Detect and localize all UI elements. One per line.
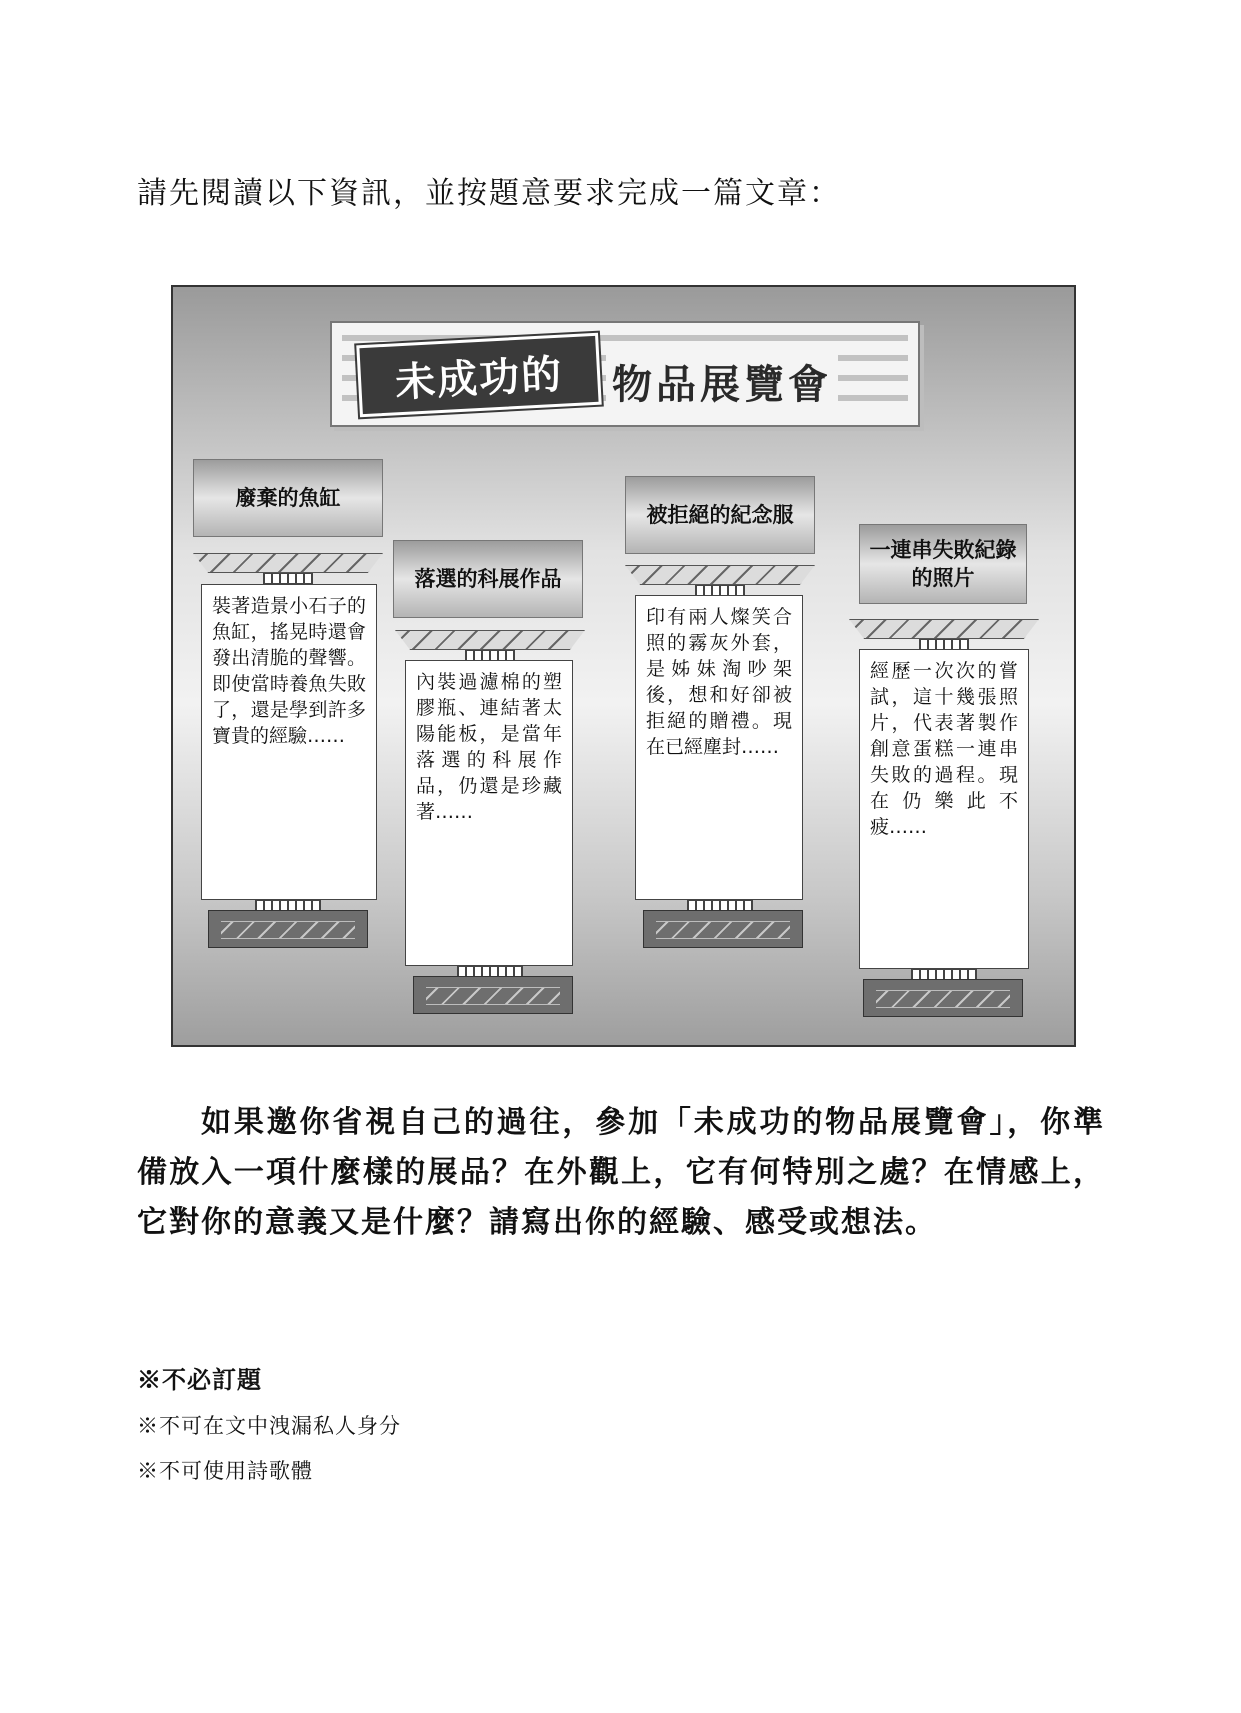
banner-stripe — [342, 335, 908, 341]
exhibit-1-base — [208, 910, 368, 948]
exhibit-4-label: 一連串失敗紀錄的照片 — [859, 524, 1027, 604]
note-no-title: ※不必訂題 — [137, 1365, 262, 1394]
exhibit-4-capital — [849, 619, 1039, 639]
exhibit-2-base — [413, 976, 573, 1014]
exhibit-2-label: 落選的科展作品 — [393, 540, 583, 618]
base-pattern — [426, 987, 560, 1005]
banner-title-right: 物品展覽會 — [606, 353, 838, 409]
banner-title-left: 未成功的 — [356, 333, 601, 418]
base-pattern — [656, 921, 790, 939]
exhibit-3-capital — [625, 565, 815, 585]
exhibit-4-card: 經歷一次次的嘗試，這十幾張照片，代表著製作創意蛋糕一連串失敗的過程。現在仍樂此不疲…… — [859, 649, 1029, 969]
intro-text: 請先閱讀以下資訊，並按題意要求完成一篇文章： — [137, 176, 841, 211]
note-no-poetry: ※不可使用詩歌體 — [137, 1459, 313, 1483]
exhibit-4-base — [863, 979, 1023, 1017]
exhibit-1-label: 廢棄的魚缸 — [193, 459, 383, 537]
exhibit-3-base — [643, 910, 803, 948]
exhibition-banner — [330, 321, 920, 427]
base-pattern — [876, 990, 1010, 1008]
exhibit-3-label: 被拒絕的紀念服 — [625, 476, 815, 554]
exhibit-1-capital — [193, 553, 383, 573]
note-no-identity: ※不可在文中洩漏私人身分 — [137, 1414, 401, 1438]
exhibition-board — [171, 285, 1076, 1047]
exhibit-1-bolts — [263, 573, 313, 584]
base-pattern — [221, 921, 355, 939]
exhibit-1-card: 裝著造景小石子的魚缸，搖晃時還會發出清脆的聲響。即使當時養魚失敗了，還是學到許多寶貴的經驗…… — [201, 584, 377, 900]
exhibit-2-capital — [395, 630, 585, 650]
exhibit-2-card: 內裝過濾棉的塑膠瓶、連結著太陽能板，是當年落選的科展作品，仍還是珍藏著…… — [405, 660, 573, 966]
exhibit-3-card: 印有兩人燦笑合照的霧灰外套，是姊妹淘吵架後，想和好卻被拒絕的贈禮。現在已經塵封…… — [635, 595, 803, 900]
question-prompt: 如果邀你省視自己的過往，參加「未成功的物品展覽會」，你準備放入一項什麼樣的展品？在外觀上，它有何特別之處？在情感上，它對你的意義又是什麼？請寫出你的經驗、感受或想法。 — [137, 1105, 1105, 1240]
